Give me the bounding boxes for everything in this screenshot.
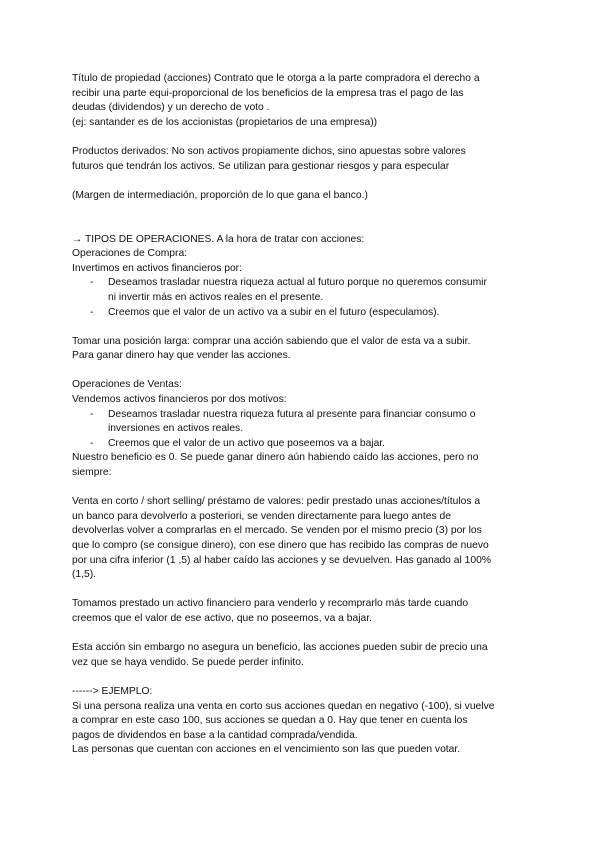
subheading-ventas: Operaciones de Ventas:: [72, 379, 182, 391]
text-line: recibir una parte equi-proporcional de los beneficios de la empresa tras el pago de las: [72, 87, 464, 99]
text-line: Productos derivados: No son activos propiamente dichos, sino apuestas sobre valores: [72, 145, 466, 157]
paragraph-sin-beneficio: [72, 641, 528, 670]
section-operaciones-ventas: [72, 378, 528, 407]
text-line: inversiones en activos reales.: [108, 423, 244, 435]
text-line: por una cifra inferior (1 ,5) al haber caído las acciones y se devuelven. Has ganado al 100%: [72, 554, 491, 566]
text-line: un banco para devolverlo a posteriori, se venden directamente para luego antes de: [72, 510, 451, 522]
bullet-dash: -: [90, 306, 94, 318]
text-line: a comprar en este caso 100, sus acciones se quedan a 0. Hay que tener en cuenta los: [72, 715, 468, 727]
text-line: futuros que tendrán los activos. Se utilizan para gestionar riesgos y para especular: [72, 160, 450, 172]
paragraph-venta-en-corto: [72, 495, 528, 583]
text-line: Venta en corto / short selling/ préstamo de valores: pedir prestado unas acciones/títulos a: [72, 496, 481, 508]
text-line: creemos que el valor de ese activo, que no poseemos, va a bajar.: [72, 612, 372, 624]
text-line: deudas (dividendos) y un derecho de voto .: [72, 102, 270, 114]
list-item: [72, 306, 528, 321]
text-line: Esta acción sin embargo no asegura un beneficio, las acciones pueden subir de precio una: [72, 642, 488, 654]
paragraph-productos-derivados: [72, 145, 528, 174]
text-line: (ej: santander es de los accionistas (propietarios de una empresa)): [72, 116, 378, 128]
text-line: Título de propiedad (acciones) Contrato que le otorga a la parte compradora el derecho a: [72, 73, 480, 84]
text-line: Si una persona realiza una venta en corto sus acciones quedan en negativo (-100), si vuelve: [72, 700, 495, 712]
text-line: vez que se haya vendido. Se puede perder infinito.: [72, 656, 304, 668]
list-item: [72, 276, 528, 305]
bullet-dash: -: [90, 437, 94, 449]
bullet-dash: -: [90, 408, 94, 420]
paragraph-posicion-larga: [72, 335, 528, 364]
text-line: Vendemos activos financieros por dos motivos:: [72, 394, 287, 406]
subheading-compra: Operaciones de Compra:: [72, 248, 188, 260]
text-line: Deseamos trasladar nuestra riqueza futura al presente para financiar consumo o: [108, 408, 476, 420]
section-heading: → TIPOS DE OPERACIONES. A la hora de tratar con acciones:: [72, 233, 365, 245]
text-line: Creemos que el valor de un activo va a subir en el futuro (especulamos).: [108, 306, 440, 318]
text-line: Invertimos en activos financieros por:: [72, 262, 242, 274]
paragraph-margen: [72, 189, 528, 204]
paragraph-beneficio: [72, 451, 528, 480]
text-line: Nuestro beneficio es 0. Se puede ganar dinero aún habiendo caído las acciones, pero no: [72, 452, 479, 464]
text-line: Para ganar dinero hay que vender las acciones.: [72, 350, 291, 362]
list-item: [72, 408, 528, 437]
list-item: [72, 437, 528, 452]
paragraph-ejemplo: [72, 685, 528, 758]
text-line: (Margen de intermediación, proporción de lo que gana el banco.): [72, 189, 368, 201]
text-line: devolverlas volver a comprarlas en el mercado. Se venden por el mismo precio (3) por los: [72, 525, 482, 537]
text-line: Tomar una posición larga: comprar una acción sabiendo que el valor de esta va a subir.: [72, 335, 471, 347]
text-line: (1,5).: [72, 569, 97, 581]
text-line: Las personas que cuentan con acciones en el vencimiento son las que pueden votar.: [72, 744, 461, 756]
text-line: Deseamos trasladar nuestra riqueza actual al futuro porque no queremos consumir: [108, 277, 487, 289]
text-line: pagos de dividendos en base a la cantidad comprada/vendida.: [72, 729, 358, 741]
paragraph-prestado: [72, 597, 528, 626]
bullet-dash: -: [90, 277, 94, 289]
buy-bullet-list: [72, 276, 528, 320]
sell-bullet-list: [72, 408, 528, 452]
text-line: siempre:: [72, 467, 112, 479]
text-line: ni invertir más en activos reales en el presente.: [108, 291, 324, 303]
text-line: Creemos que el valor de un activo que poseemos va a bajar.: [108, 437, 386, 449]
text-line: que lo compro (se consigue dinero), con ese dinero que has recibido las compras de nuevo: [72, 540, 489, 551]
example-heading: ------> EJEMPLO:: [72, 685, 153, 697]
text-line: Tomamos prestado un activo financiero para venderlo y recomprarlo más tarde cuando: [72, 598, 469, 610]
section-tipos-operaciones: [72, 233, 528, 277]
paragraph-titulo-propiedad: [72, 72, 528, 130]
